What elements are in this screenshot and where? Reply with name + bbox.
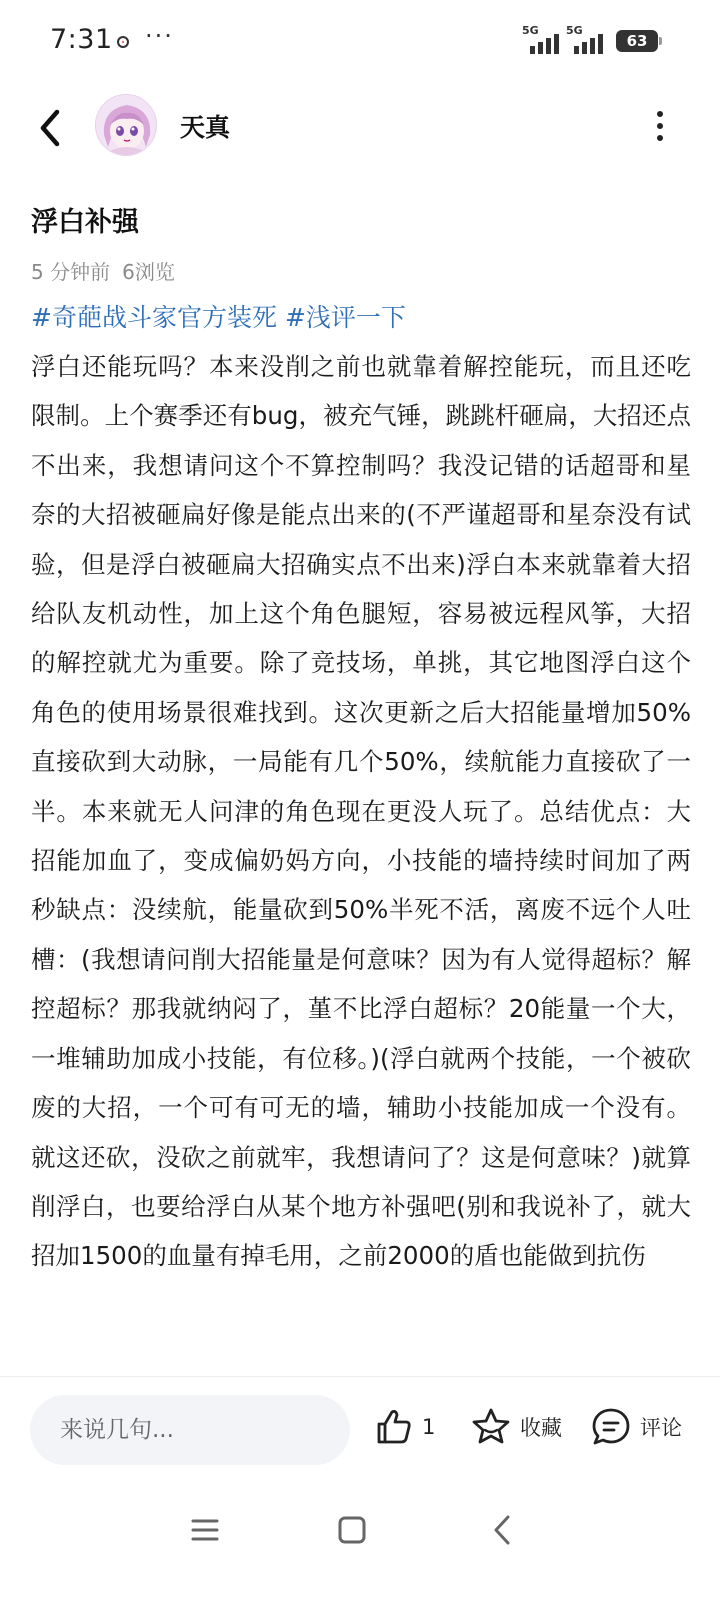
tag-link[interactable]: #奇葩战斗家官方装死 bbox=[31, 303, 277, 332]
status-bar bbox=[0, 0, 720, 84]
square-home-icon bbox=[337, 1515, 367, 1545]
post-body: 浮白还能玩吗？本来没削之前也就靠着解控能玩，而且还吃限制。上个赛季还有bug，被充气锤，跳跳杆砸扁，大招还点不出来，我想请问这个不算控制吗？我没记错的话超哥和星奈的大招被砸扁好像是能点出来的(不严谨超哥和星奈没有试验，但是浮白被砸扁大招确实点不出来)浮白本来就靠着大招给队友机动性，加上这个角色腿短，容易被远程风筝，大招的解控就尤为重要。除了竞技场，单挑，其它地图浮白这个角色的使用场景很难找到。这次更新之后大招能量增加50%直接砍到大动脉，一局能有几个50%，续航能力直接砍了一半。本来就无人问津的角色现在更没人玩了。总结优点：大招能加血了，变成偏奶妈方向，小技能的墙持续时间加了两秒缺点：没续航，能量砍到50%半死不活，离废不远个人吐槽：(我想请问削大招能量是何意味？因为有人觉得超标？解控超标？那我就纳闷了，堇不比浮白超标？20能量一个大，一堆辅助加成小技能，有位移。)(浮白就两个技能，一个被砍废的大招，一个可有可无的墙，辅助小技能加成一个没有。就这还砍，没砍之前就牢，我想请问了？这是何意味？)就算削浮白，也要给浮白从某个地方补强吧(别和我说补了，就大招加1500的血量有掉毛用，之前2000的盾也能做到抗伤 bbox=[31, 352, 691, 1271]
system-nav-bar bbox=[0, 1486, 720, 1600]
author-name[interactable]: 天真 bbox=[180, 113, 231, 142]
nav-home-button[interactable] bbox=[330, 1508, 374, 1552]
chevron-left-icon bbox=[37, 108, 63, 148]
more-options-button[interactable] bbox=[650, 106, 670, 146]
post-meta bbox=[31, 256, 175, 285]
menu-icon bbox=[190, 1517, 220, 1543]
more-vertical-icon bbox=[657, 111, 663, 117]
like-count: 1 bbox=[422, 1415, 436, 1439]
nav-menu-button[interactable] bbox=[183, 1508, 227, 1552]
signal-icon-2 bbox=[566, 26, 614, 54]
avatar[interactable] bbox=[95, 94, 157, 156]
post-time: 5 分钟前 bbox=[31, 260, 111, 284]
tag-link[interactable]: #浅评一下 bbox=[284, 303, 406, 332]
like-button[interactable] bbox=[374, 1405, 435, 1449]
comment-input[interactable]: 来说几句... bbox=[30, 1395, 350, 1465]
notification-icon bbox=[117, 36, 129, 48]
back-button[interactable] bbox=[30, 104, 70, 152]
thumbs-up-icon bbox=[374, 1407, 414, 1447]
comment-label: 评论 bbox=[640, 1416, 682, 1440]
post-views: 6浏览 bbox=[122, 260, 175, 284]
favorite-button[interactable] bbox=[470, 1405, 562, 1449]
action-bar bbox=[0, 1376, 720, 1486]
chevron-left-icon bbox=[491, 1514, 513, 1546]
nav-back-button[interactable] bbox=[480, 1508, 524, 1552]
comment-bubble-icon bbox=[590, 1406, 632, 1448]
star-icon bbox=[470, 1406, 512, 1448]
status-time: 7:31 bbox=[50, 24, 113, 55]
post-header bbox=[0, 84, 720, 172]
comment-button[interactable] bbox=[590, 1405, 682, 1449]
network-type-label: 5G bbox=[522, 24, 539, 37]
avatar-image bbox=[96, 95, 157, 156]
signal-icon bbox=[522, 26, 570, 54]
post-tags bbox=[31, 298, 406, 334]
network-type-label-2: 5G bbox=[566, 24, 583, 37]
favorite-label: 收藏 bbox=[520, 1416, 562, 1440]
more-notifications-icon: ··· bbox=[145, 22, 174, 50]
battery-icon: 63 bbox=[616, 30, 658, 52]
post-title: 浮白补强 bbox=[31, 207, 139, 238]
